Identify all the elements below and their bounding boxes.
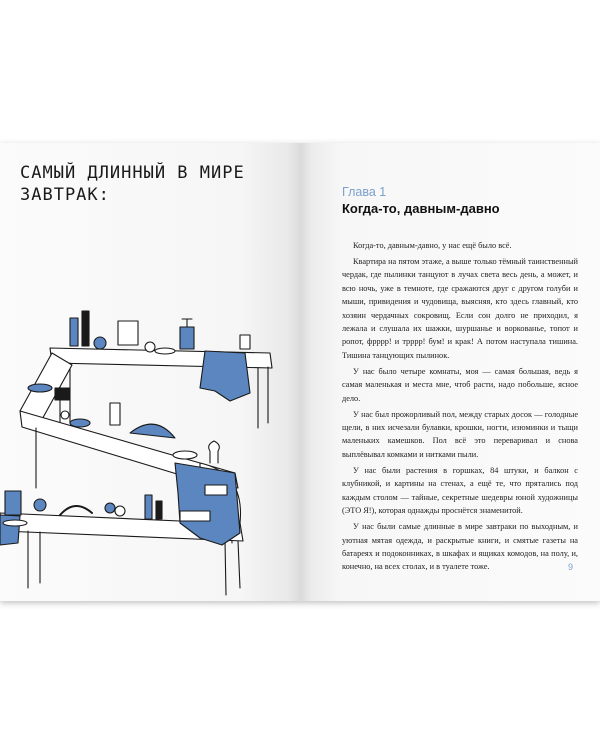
bottle-3 bbox=[145, 495, 152, 519]
bottle-1 bbox=[70, 318, 78, 346]
right-page bbox=[300, 143, 600, 601]
paragraph: Квартира на пятом этаже, а выше только тёмный таинственный чердак, где пылинки танцуют в лучах света весь день, а может, и всю ночь, уже в темноте, где сражаются друг с другом голуби и мыши, привидения и чудовища, выясняя, кто здесь главный, кто хозяин чердачных сокровищ. Если сон долго не приходил, я лежала и слушала их шажки, шуршанье и воркованье, топот и ропот, фрррр! и трррр! бум! и крак! А потом наступала тишина. Тишина танцующих пылинок. bbox=[342, 257, 578, 360]
book-1 bbox=[205, 485, 227, 495]
plate-2 bbox=[28, 384, 52, 392]
cup-1 bbox=[94, 337, 106, 349]
fruit-2 bbox=[115, 506, 125, 516]
breakfast-table-illustration bbox=[0, 223, 300, 601]
illustration-title bbox=[20, 162, 290, 206]
chapter-body bbox=[342, 239, 578, 576]
paragraph: Когда-то, давным-давно, у нас ещё было всё. bbox=[353, 241, 512, 250]
tray bbox=[180, 511, 210, 521]
chapter-title: Когда-то, давным-давно bbox=[342, 201, 500, 216]
grinder bbox=[110, 403, 120, 425]
plate-3 bbox=[173, 451, 197, 459]
apple-1 bbox=[61, 411, 69, 419]
illustration-title-line2: ЗАВТРАК: bbox=[20, 185, 110, 205]
fruit-1 bbox=[105, 503, 115, 513]
carton bbox=[118, 321, 138, 345]
french-press bbox=[180, 327, 194, 349]
cup-2 bbox=[145, 342, 155, 352]
bowl-1 bbox=[70, 419, 90, 427]
paragraph: У нас были самые длинные в мире завтраки по выходным, и уютная мятая одежда, и раскрытые книги, и смятые газеты на батареях и подоконниках, в шкафах и ящиках комодов, на полу, и, конечно, на всех столах, и в туалете тоже. bbox=[342, 522, 578, 572]
wine-glass bbox=[209, 441, 220, 463]
left-page bbox=[0, 143, 300, 601]
book-spread bbox=[0, 143, 600, 601]
bananas bbox=[60, 506, 92, 515]
cake-dome bbox=[130, 424, 175, 438]
bottle-4 bbox=[156, 501, 162, 519]
paragraph: У нас были растения в горшках, 84 штуки, и балкон с клубникой, и картины на стенах, а ещё те, что прятались под каждым столом — тайные, секретные шедевры юной художницы (ЭТО Я!), которая однажды проснётся знаменитой. bbox=[342, 465, 578, 516]
jar-lid bbox=[34, 499, 46, 511]
paragraph: У нас было четыре комнаты, моя — самая большая, ведь я самая маленькая и места мне, чтоб расти, надо побольше, ясное дело. bbox=[342, 366, 578, 403]
bottle-2 bbox=[82, 311, 89, 346]
jar bbox=[240, 335, 250, 349]
plate-4 bbox=[3, 520, 27, 526]
page-number: 9 bbox=[568, 562, 574, 572]
tablecloth-upper bbox=[200, 351, 250, 401]
illustration-title-line1: САМЫЙ ДЛИННЫЙ В МИРЕ bbox=[20, 163, 245, 183]
box-1 bbox=[55, 388, 69, 400]
chapter-label: Глава 1 bbox=[342, 185, 387, 199]
paragraph: У нас был прожорливый пол, между старых досок — голодные щели, в них исчезали булавки, крошки, ногти, изюминки и тыщи маленьких камешков. Пол всё это переваривал и снова выплёвывал комками и нитками пыли. bbox=[342, 409, 578, 459]
plate-1 bbox=[155, 348, 175, 354]
milk-carton bbox=[5, 491, 21, 515]
